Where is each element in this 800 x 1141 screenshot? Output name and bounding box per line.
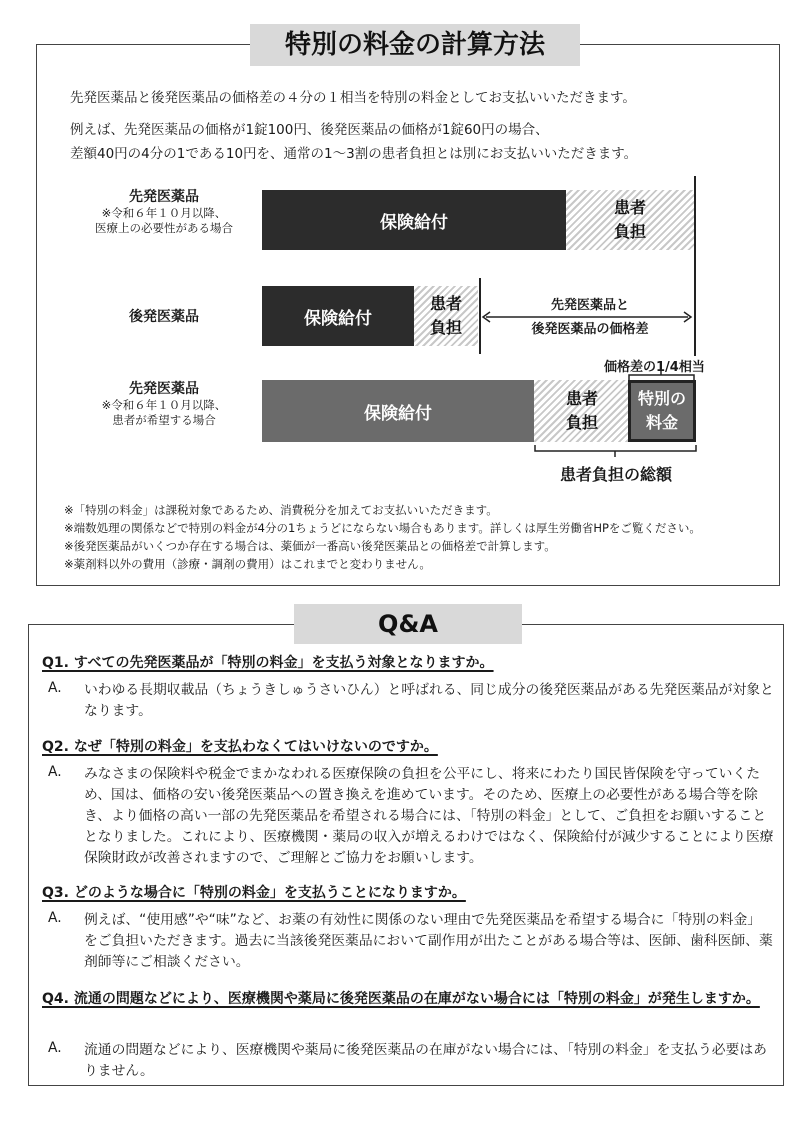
example-line-1: 例えば、先発医薬品の価格が1錠100円、後発医薬品の価格が1錠60円の場合、 bbox=[70, 122, 549, 138]
answer-1-mark: A. bbox=[48, 680, 62, 696]
row2-insurance-bar: 保険給付 bbox=[262, 286, 414, 346]
answer-2-mark: A. bbox=[48, 764, 62, 780]
special-fee-box: 特別の 料金 bbox=[628, 380, 696, 442]
calculation-title: 特別の料金の計算方法 bbox=[250, 24, 580, 66]
price-edge-line bbox=[694, 176, 696, 356]
row3-note-1: ※令和６年１０月以降、 bbox=[101, 398, 227, 412]
quarter-label: 価格差の1/4相当 bbox=[604, 360, 705, 375]
answer-3: 例えば、“使用感”や“味”など、お薬の有効性に関係のない理由で先発医薬品を希望する場合に「特別の料金」をご負担いただきます。過去に当該後発医薬品において副作用が出たことがある場合等は、医師、歯科医師、薬剤師等にご相談ください。 bbox=[84, 912, 773, 970]
row1-insurance-bar: 保険給付 bbox=[262, 190, 566, 250]
intro-text: 先発医薬品と後発医薬品の価格差の４分の１相当を特別の料金としてお支払いいただきます。 bbox=[70, 90, 636, 106]
note-4: ※薬剤料以外の費用（診療・調剤の費用）はこれまでと変わりません。 bbox=[64, 557, 431, 571]
row2-label: 後発医薬品 bbox=[129, 309, 199, 325]
total-bracket bbox=[534, 444, 698, 458]
question-1: Q1. すべての先発医薬品が「特別の料金」を支払う対象となりますか。 bbox=[42, 655, 494, 671]
note-3: ※後発医薬品がいくつか存在する場合は、薬価が一番高い後発医薬品との価格差で計算します。 bbox=[64, 539, 556, 553]
total-label: 患者負担の総額 bbox=[559, 465, 672, 484]
answer-4-mark: A. bbox=[48, 1040, 62, 1056]
row3-note-2: 患者が希望する場合 bbox=[112, 413, 216, 427]
answer-2: みなさまの保険料や税金でまかなわれる医療保険の負担を公平にし、将来にわたり国民皆保険を守っていくため、国は、価格の安い後発医薬品への置き換えを進めています。そのため、医療上の必要性がある場合等を除き、より価格の高い一部の先発医薬品を希望される場合には、「特別の料金」として、ご負担をお願いすることとなりました。これにより、医療機関・薬局の収入が増えるわけではなく、保険給付が減少することにより医療保険財政が改善されますので、ご理解とご協力をお願いします。 bbox=[84, 766, 774, 866]
row1-note-1: ※令和６年１０月以降、 bbox=[101, 206, 227, 220]
row2-patient-share: 患者 負担 bbox=[414, 286, 478, 346]
note-2: ※端数処理の関係などで特別の料金が4分の1ちょうどにならない場合もあります。詳しくは厚生労働省HPをご覧ください。 bbox=[64, 521, 701, 535]
question-3: Q3. どのような場合に「特別の料金」を支払うことになりますか。 bbox=[42, 885, 466, 901]
answer-4: 流通の問題などにより、医療機関や薬局に後発医薬品の在庫がない場合には、「特別の料金」を支払う必要はありません。 bbox=[84, 1042, 767, 1079]
price-diff-label-2: 後発医薬品の価格差 bbox=[500, 318, 680, 337]
row1-label: 先発医薬品 bbox=[129, 189, 199, 205]
row3-insurance-bar: 保険給付 bbox=[262, 380, 534, 442]
answer-3-mark: A. bbox=[48, 910, 62, 926]
note-1: ※「特別の料金」は課税対象であるため、消費税分を加えてお支払いいただきます。 bbox=[64, 503, 498, 517]
example-line-2: 差額40円の4分の1である10円を、通常の1～3割の患者負担とは別にお支払いいただきます。 bbox=[70, 146, 638, 162]
answer-1: いわゆる長期収載品（ちょうきしゅうさいひん）と呼ばれる、同じ成分の後発医薬品がある先発医薬品が対象となります。 bbox=[84, 682, 774, 719]
price-diff-label-1: 先発医薬品と bbox=[500, 294, 680, 313]
question-4: Q4. 流通の問題などにより、医療機関や薬局に後発医薬品の在庫がない場合には「特別の料金」が発生しますか。 bbox=[42, 991, 760, 1007]
row3-label: 先発医薬品 bbox=[129, 381, 199, 397]
question-2: Q2. なぜ「特別の料金」を支払わなくてはいけないのですか。 bbox=[42, 739, 438, 755]
row1-note-2: 医療上の必要性がある場合 bbox=[95, 221, 233, 235]
row3-patient-share: 患者 負担 bbox=[534, 380, 630, 442]
row1-patient-share: 患者 負担 bbox=[566, 190, 694, 250]
qa-title: Q&A bbox=[294, 604, 522, 644]
